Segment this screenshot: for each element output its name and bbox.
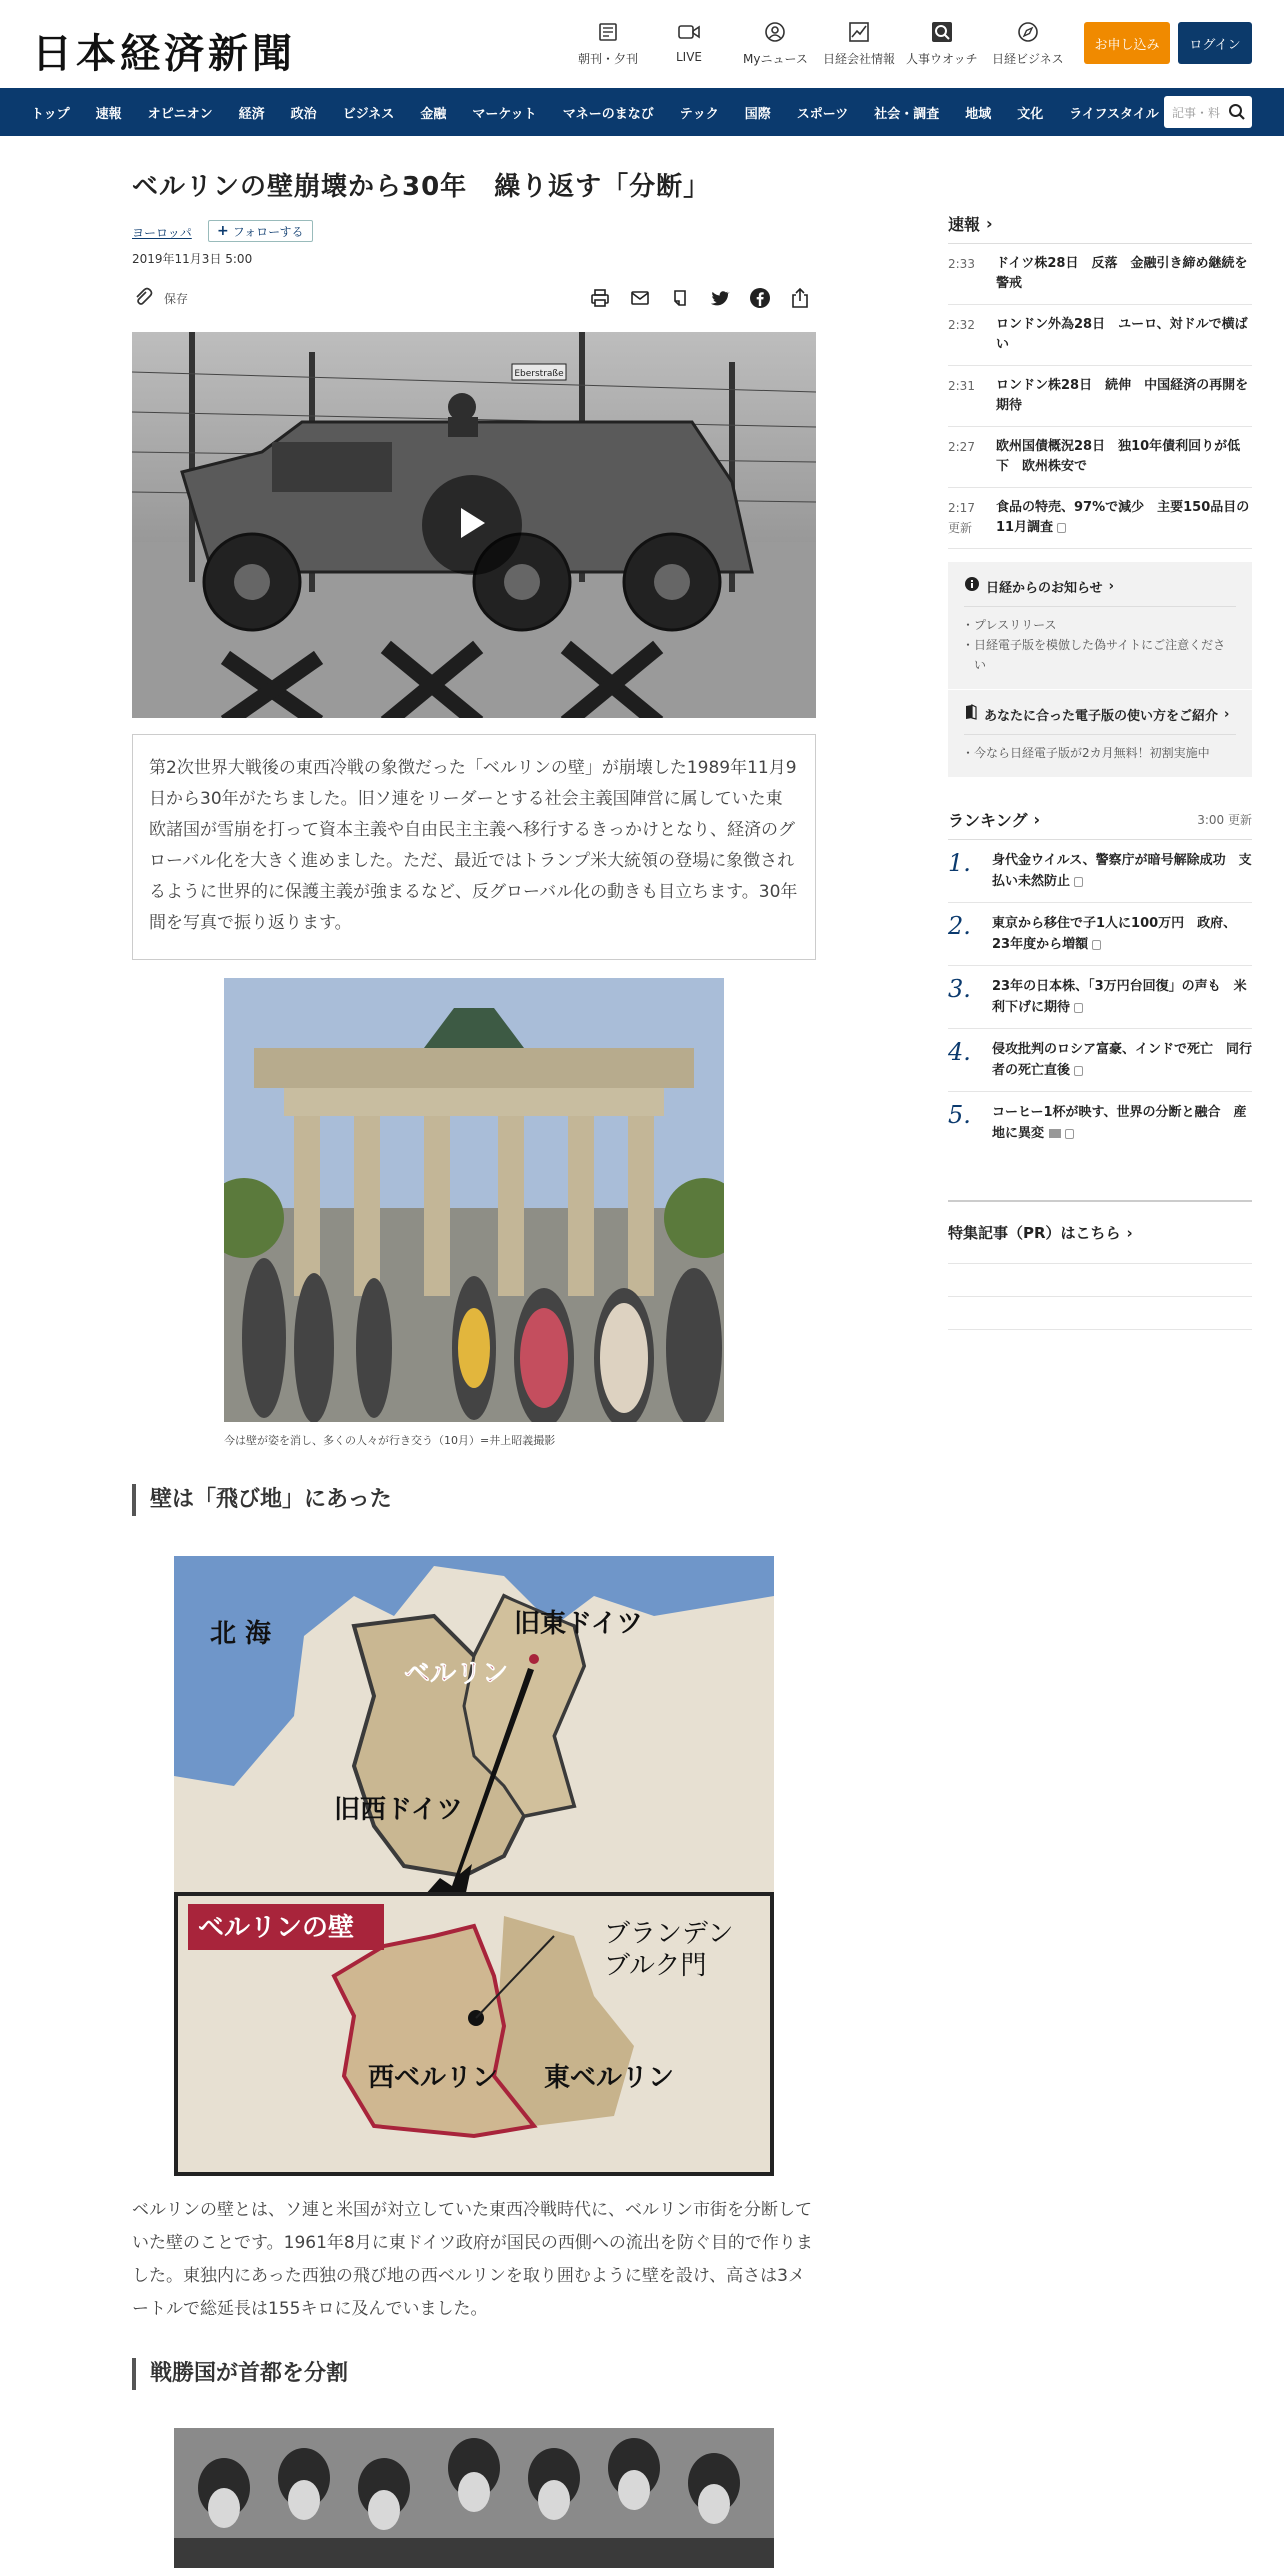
breaking-news-title-label: 速報: [948, 215, 981, 234]
nikkei-notice-box: [948, 562, 1252, 689]
login-button[interactable]: ログイン: [1178, 22, 1252, 64]
gnav-item[interactable]: テック: [679, 106, 719, 122]
photo-caption: 今は壁が姿を消し、多くの人々が行き交う（10月）=井上昭義撮影: [224, 1434, 556, 1447]
nav-business-label: 日経ビジネス: [992, 52, 1064, 66]
facebook-icon[interactable]: [748, 286, 772, 310]
gnav-item[interactable]: 速報: [95, 106, 122, 122]
mail-icon[interactable]: [628, 286, 652, 310]
ranking-item[interactable]: [948, 966, 1252, 1029]
notice-title[interactable]: [964, 576, 1236, 596]
gnav-item[interactable]: 国際: [744, 106, 771, 122]
divider: [948, 1200, 1252, 1202]
news-title: 欧州国債概況28日 独10年債利回りが低下 欧州株安で: [996, 439, 1241, 474]
info-icon: [964, 576, 980, 596]
gnav-item[interactable]: マーケット: [472, 106, 537, 122]
follow-button[interactable]: [208, 220, 313, 242]
rank-number: 2.: [948, 912, 971, 940]
breaking-news-panel: [948, 212, 1252, 549]
lock-icon: [1074, 1066, 1083, 1076]
allied-leaders-photo: [174, 2428, 774, 2568]
news-item[interactable]: [948, 366, 1252, 427]
search-input[interactable]: [1164, 96, 1252, 128]
news-time: 2:32: [948, 318, 975, 332]
site-header: [0, 0, 1284, 88]
gnav-item[interactable]: 金融: [420, 106, 447, 122]
rank-title: コーヒー1杯が映す、世界の分断と融合 産地に異変: [992, 1105, 1247, 1141]
section-heading: 戦勝国が首都を分割: [132, 2358, 348, 2390]
news-title: 食品の特売、97%で減少 主要150品目の11月調査: [996, 500, 1250, 535]
chevron-right-icon: ›: [986, 214, 993, 233]
ranking-item[interactable]: [948, 1029, 1252, 1092]
nav-mynews[interactable]: [743, 20, 808, 67]
nav-business[interactable]: [992, 20, 1064, 67]
news-item[interactable]: [948, 244, 1252, 305]
nikkei-logo[interactable]: 日本経済新聞: [32, 30, 296, 77]
divider: [948, 1263, 1252, 1264]
berlin-map: [174, 1556, 774, 2176]
notice-title-label: 日経からのお知らせ: [986, 580, 1103, 596]
gnav-item[interactable]: 政治: [290, 106, 317, 122]
rank-number: 1.: [948, 849, 971, 877]
video-icon: [677, 20, 701, 44]
ranking-time: 3:00: [1197, 813, 1225, 827]
pr-panel: [948, 1200, 1252, 1330]
share-icon[interactable]: [788, 286, 812, 310]
section-heading: 壁は「飛び地」にあった: [132, 1484, 392, 1516]
nav-live-label: LIVE: [676, 50, 703, 64]
guide-title-label: あなたに合った電子版の使い方をご紹介: [984, 708, 1219, 724]
guide-title[interactable]: [964, 704, 1236, 724]
nav-company-label: 日経会社情報: [823, 52, 896, 66]
rank-title-block: [992, 850, 1252, 892]
map-label-west-berlin: 西ベルリン: [368, 2063, 499, 2093]
paperclip-icon: [132, 286, 154, 311]
rank-number: 3.: [948, 975, 971, 1003]
global-nav: [0, 88, 1284, 136]
gnav-item[interactable]: ライフスタイル: [1069, 106, 1159, 122]
publish-date: 2019年11月3日 5:00: [132, 252, 253, 266]
map-label-east-berlin: 東ベルリン: [544, 2063, 675, 2093]
news-title: ドイツ株28日 反落 金融引き締め継続を警戒: [996, 256, 1248, 291]
play-button[interactable]: [422, 475, 522, 575]
news-title: ロンドン株28日 続伸 中国経済の再開を期待: [996, 378, 1249, 413]
news-time: 2:17: [948, 501, 975, 515]
news-item[interactable]: [948, 305, 1252, 366]
rank-title-block: [992, 976, 1252, 1018]
chevron-right-icon: ›: [1224, 706, 1230, 722]
notice-link[interactable]: ・ プレスリリース: [964, 615, 1236, 635]
nav-mynews-label: Myニュース: [743, 52, 808, 66]
newspaper-icon: [596, 20, 620, 44]
chevron-right-icon: ›: [1108, 578, 1114, 594]
user-icon: [763, 20, 787, 44]
pr-title[interactable]: [948, 1222, 1252, 1243]
nav-company[interactable]: [823, 20, 895, 67]
lock-icon: [1074, 877, 1083, 887]
video-icon: [1049, 1129, 1061, 1138]
lock-icon: [1065, 1129, 1074, 1139]
news-updated: 更新: [948, 521, 973, 535]
map-label-west-germany: 旧西ドイツ: [334, 1795, 463, 1825]
brandenburg-gate-photo: [224, 978, 724, 1422]
guide-box: [948, 690, 1252, 777]
gnav-item[interactable]: スポーツ: [796, 106, 849, 122]
rank-title: 侵攻批判のロシア富豪、インドで死亡 同行者の死亡直後: [992, 1042, 1253, 1078]
ranking-panel: [948, 808, 1252, 1154]
rank-title: 東京から移住で子1人に100万円 政府、23年度から増額: [992, 916, 1237, 952]
share-toolbar: [588, 286, 812, 310]
gnav-item[interactable]: トップ: [31, 106, 70, 122]
gnav-item[interactable]: 経済: [238, 106, 265, 122]
map-label-north-sea: 北 海: [210, 1619, 272, 1649]
chevron-right-icon: ›: [1033, 810, 1041, 829]
news-item[interactable]: [948, 427, 1252, 488]
ranking-timestamp: [1197, 811, 1252, 828]
divider: [948, 1296, 1252, 1297]
rank-title: 身代金ウイルス、警察庁が暗号解除成功 支払い未然防止: [992, 853, 1252, 889]
gnav-item[interactable]: 社会・調査: [874, 106, 940, 122]
ranking-item[interactable]: [948, 840, 1252, 903]
nav-paper-label: 朝刊・夕刊: [578, 52, 639, 66]
gnav-item[interactable]: 文化: [1017, 106, 1044, 122]
lock-icon: [1057, 523, 1066, 533]
news-time: 2:33: [948, 257, 975, 271]
gnav-item[interactable]: 地域: [965, 106, 992, 122]
breaking-news-title[interactable]: [948, 212, 1252, 235]
gnav-item[interactable]: マネーのまなび: [562, 106, 654, 122]
lock-icon: [1074, 1003, 1083, 1013]
search-icon[interactable]: [1228, 103, 1246, 124]
follow-label: フォローする: [232, 224, 304, 239]
hero-video-thumbnail[interactable]: [132, 332, 816, 718]
news-time-block: [948, 498, 982, 538]
subscribe-button[interactable]: お申し込み: [1084, 22, 1170, 64]
article-title: ベルリンの壁崩壊から30年 繰り返す「分断」: [132, 172, 711, 202]
ranking-title-label: ランキング: [948, 811, 1028, 830]
book-icon: [964, 704, 978, 724]
guide-link[interactable]: ・ 今なら日経電子版が2カ月無料！初割実施中: [964, 743, 1236, 763]
news-title: ロンドン外為28日 ユーロ、対ドルで横ばい: [996, 317, 1248, 352]
news-title-block: [996, 498, 1252, 538]
note-icon[interactable]: [668, 286, 692, 310]
plus-icon: +: [217, 223, 229, 239]
search-placeholder: 記事・料: [1172, 105, 1221, 120]
topic-tag[interactable]: ヨーロッパ: [132, 226, 192, 240]
rank-title: 23年の日本株、「3万円台回復」の声も 米利下げに期待: [992, 979, 1247, 1015]
gnav-item[interactable]: オピニオン: [147, 106, 213, 122]
search-icon: [930, 20, 954, 44]
map-label-wall: ベルリンの壁: [198, 1913, 355, 1943]
news-time: 2:31: [948, 379, 975, 393]
rank-title-block: [992, 1039, 1252, 1081]
map-label-berlin: ベルリン: [404, 1659, 509, 1689]
map-label-east-germany: 旧東ドイツ: [514, 1609, 643, 1639]
play-icon: [457, 506, 487, 544]
ranking-updated: 更新: [1227, 813, 1252, 827]
chart-icon: [847, 20, 871, 44]
street-sign-text: Eberstraße: [514, 369, 564, 379]
chevron-right-icon: ›: [1126, 1223, 1133, 1242]
nav-paper[interactable]: [578, 20, 638, 67]
rank-title-block: [992, 913, 1252, 955]
news-item[interactable]: [948, 488, 1252, 549]
compass-icon: [1016, 20, 1040, 44]
rank-title-block: [992, 1102, 1252, 1144]
ranking-item[interactable]: [948, 903, 1252, 966]
print-icon[interactable]: [588, 286, 612, 310]
nav-jinji[interactable]: [906, 20, 978, 67]
rank-number: 4.: [948, 1038, 971, 1066]
gnav-item[interactable]: ビジネス: [342, 106, 395, 122]
twitter-icon[interactable]: [708, 286, 732, 310]
pr-title-label: 特集記事（PR）はこちら: [948, 1224, 1121, 1242]
news-time: 2:27: [948, 440, 975, 454]
nav-live[interactable]: [676, 20, 702, 64]
nav-jinji-label: 人事ウオッチ: [906, 52, 978, 66]
notice-link[interactable]: ・ 日経電子版を模倣した偽サイトにご注意ください: [964, 635, 1236, 675]
lock-icon: [1092, 940, 1101, 950]
ranking-title[interactable]: [948, 808, 1040, 831]
article-lead: 第2次世界大戦後の東西冷戦の象徴だった「ベルリンの壁」が崩壊した1989年11月9日から30年がたちました。旧ソ連をリーダーとする社会主義国陣営に属していた東欧諸国が雪崩を打って資本主義や自由民主主義へ移行するきっかけとなり、経済のグローバル化を大きく進めました。ただ、最近ではトランプ米大統領の登場に象徴されるように世界的に保護主義が強まるなど、反グローバル化の動きも目立ちます。30年間を写真で振り返ります。: [132, 734, 816, 960]
ranking-item[interactable]: [948, 1092, 1252, 1154]
save-label: 保存: [164, 292, 189, 306]
article-body-paragraph: ベルリンの壁とは、ソ連と米国が対立していた東西冷戦時代に、ベルリン市街を分断していた壁のことです。1961年8月に東ドイツ政府が国民の西側への流出を防ぐ目的で作りました。東独内にあった西独の飛び地の西ベルリンを取り囲むように壁を設け、高さは3メートルで総延長は155キロに及んでいました。: [132, 2200, 813, 2319]
map-label-gate-2: ブルク門: [604, 1951, 707, 1981]
rank-number: 5.: [948, 1101, 971, 1129]
save-button[interactable]: [132, 286, 188, 311]
map-label-gate-1: ブランデン: [604, 1919, 734, 1949]
divider: [948, 1329, 1252, 1330]
